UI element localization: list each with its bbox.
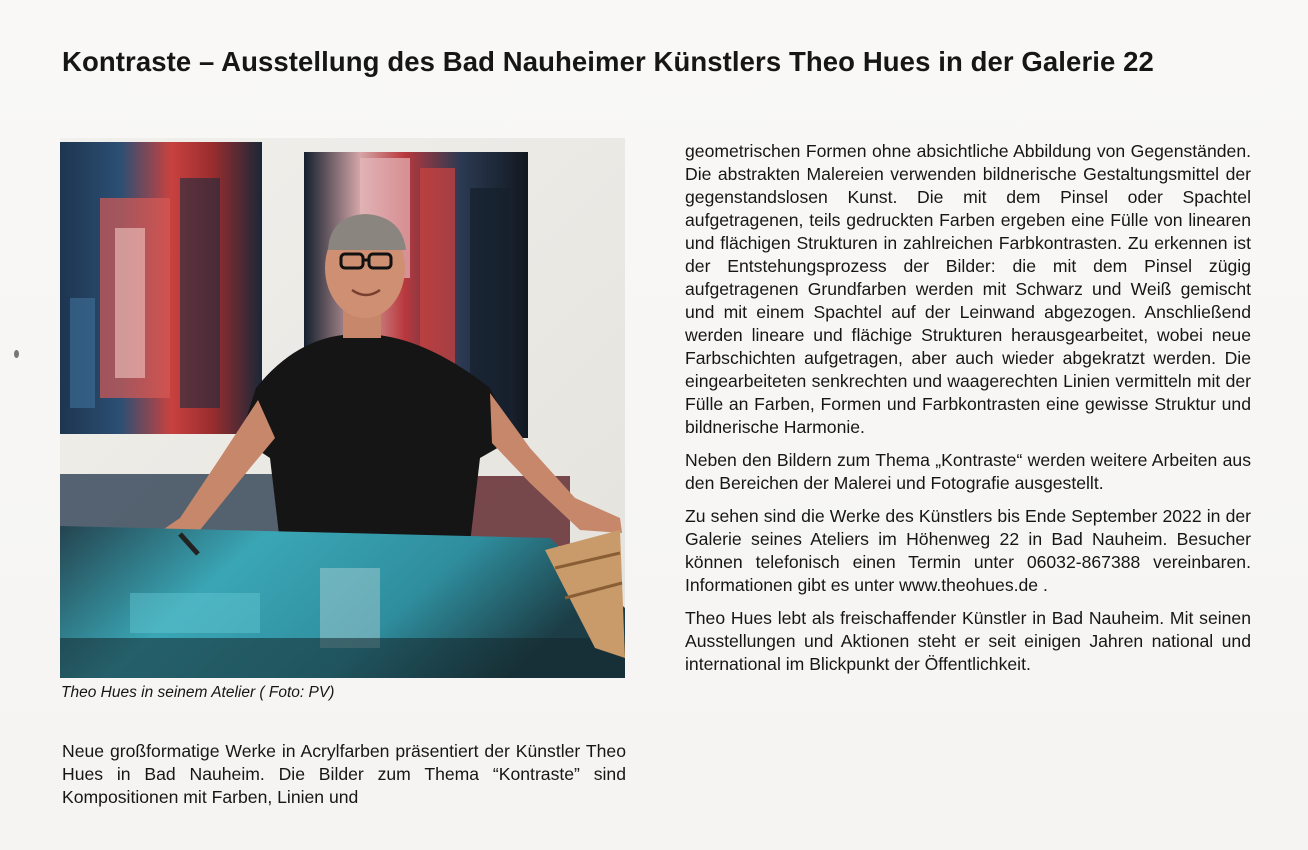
canvas-on-table bbox=[60, 526, 625, 678]
headline: Kontraste – Ausstellung des Bad Nauheimer Künstlers Theo Hues in der Galerie 22 bbox=[62, 46, 1154, 77]
ink-blot bbox=[14, 350, 19, 358]
photo-caption: Theo Hues in seinem Atelier ( Foto: PV) bbox=[61, 684, 335, 701]
artist-photo bbox=[60, 138, 625, 678]
paragraph-artist-bio: Theo Hues lebt als freischaffender Künstler in Bad Nauheim. Mit seinen Ausstellungen und Aktionen steht er seit einigen Jahren national und international im Blickpunkt der Öffentlichkeit. bbox=[685, 608, 1251, 674]
paragraph-other-works: Neben den Bildern zum Thema „Kontraste“ werden weitere Arbeiten aus den Bereichen der Malerei und Fotografie ausgestellt. bbox=[685, 450, 1251, 493]
paragraph-visit-info: Zu sehen sind die Werke des Künstlers bis Ende September 2022 in der Galerie seines Ateliers im Höhenweg 22 in Bad Nauheim. Besucher können telefonisch einen Termin unter 06032-867388 vereinbaren. Informationen gibt es unter www.theohues.de . bbox=[685, 506, 1251, 595]
paragraph-description: geometrischen Formen ohne absichtliche Abbildung von Gegenständen. Die abstrakten Malereien verwenden bildnerische Gestaltungsmittel der gegenstandslosen Kunst. Die mit dem Pinsel oder Spachtel aufgetragenen, teils gedruckten Farben ergeben eine Fülle von linearen und flächigen Strukturen in zahlreichen Farbkontrasten. Zu erkennen ist der Entstehungsprozess der Bilder: die mit dem Pinsel zügig aufgetragenen Grundfarben werden mit Schwarz und Weiß gemischt und mit einem Spachtel auf der Leinwand abgezogen. Anschließend werden lineare und flächige Strukturen herausgearbeitet, wobei neue Farbschichten aufgetragen, aber auch wieder abgekratzt werden. Die eingearbeiteten senkrechten und waagerechten Linien vermitteln mit der Fülle an Farben, Formen und Farbkontrasten eine gewisse Struktur und bildnerische Harmonie. bbox=[685, 141, 1251, 437]
painting-left bbox=[60, 142, 262, 434]
intro-paragraph: Neue großformatige Werke in Acrylfarben präsentiert der Künstler Theo Hues in Bad Nauheim. Die Bilder zum Thema “Kontraste” sind Kompositionen mit Farben, Linien und bbox=[62, 741, 626, 807]
article-right-column bbox=[685, 140, 1251, 686]
